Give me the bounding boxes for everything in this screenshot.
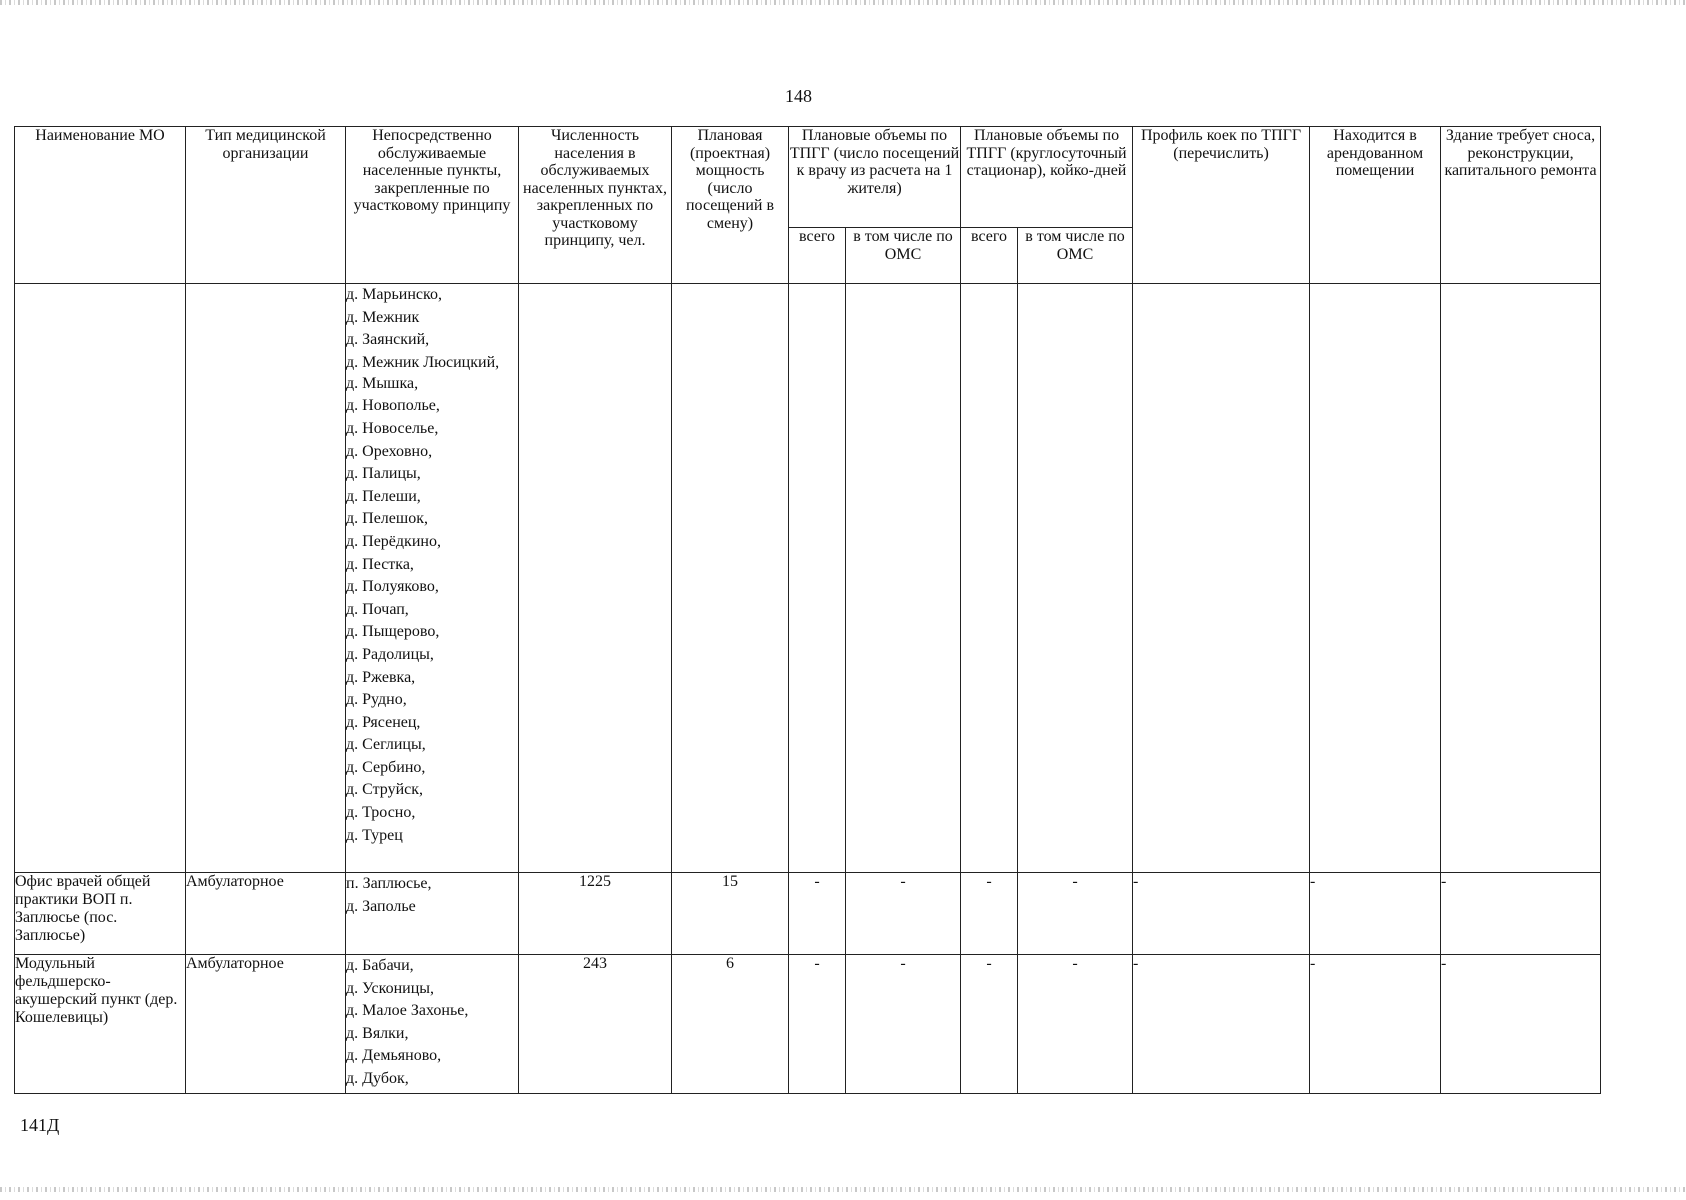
header-beds-total: всего	[961, 228, 1018, 284]
header-mo-name: Наименование МО	[15, 127, 186, 284]
table-row	[15, 873, 1601, 955]
header-visits-total: всего	[789, 228, 846, 284]
visits-total-cell: -	[789, 955, 846, 1094]
capacity-cell	[672, 284, 789, 873]
header-visits-group: Плановые объемы по ТПГГ (число посещений к врачу из расчета на 1 жителя)	[789, 127, 961, 228]
beds-oms-cell: -	[1018, 955, 1133, 1094]
bed-profile-cell	[1133, 284, 1310, 873]
scan-edge-bottom	[0, 1187, 1686, 1192]
mo-name-cell: Офис врачей общей практики ВОП п. Заплюсье (пос. Заплюсье)	[15, 873, 186, 955]
table-row	[15, 955, 1601, 1094]
org-type-cell: Амбулаторное	[186, 873, 346, 955]
header-bed-profile: Профиль коек по ТПГГ (перечислить)	[1133, 127, 1310, 284]
settlement-item: д. Радолицы,	[346, 645, 434, 663]
beds-total-cell: -	[961, 955, 1018, 1094]
settlement-item: д. Пелешок,	[346, 510, 428, 528]
settlement-item: д. Заянский,	[346, 331, 430, 349]
settlement-item: д. Перёдкино,	[346, 532, 441, 550]
settlement-item: д. Рудно,	[346, 691, 407, 709]
settlement-item: д. Межник	[346, 308, 420, 326]
visits-total-cell	[789, 284, 846, 873]
visits-oms-cell: -	[846, 955, 961, 1094]
page-number: 148	[785, 86, 812, 106]
settlements-cell	[346, 284, 519, 873]
settlement-item: д. Бабачи,	[346, 957, 414, 974]
header-rented: Находится в арендованном помещении	[1310, 127, 1441, 284]
org-type-cell: Амбулаторное	[186, 955, 346, 1094]
settlement-item: д. Мышка,	[346, 374, 419, 392]
settlement-item: д. Усконицы,	[346, 979, 435, 997]
population-cell: 1225	[519, 873, 672, 955]
rented-cell: -	[1310, 873, 1441, 955]
mo-name-cell	[15, 284, 186, 873]
building-cell: -	[1441, 873, 1601, 955]
header-settlements: Непосредственно обслуживаемые населенные пункты, закрепленные по участковому принципу	[346, 127, 519, 284]
rented-cell	[1310, 284, 1441, 873]
visits-oms-cell: -	[846, 873, 961, 955]
visits-total-cell: -	[789, 873, 846, 955]
building-cell: -	[1441, 955, 1601, 1094]
header-row-1	[15, 127, 1601, 228]
settlement-item: д. Межник Люсицкий,	[346, 353, 500, 371]
header-building: Здание требует сноса, реконструкции, капитального ремонта	[1441, 127, 1601, 284]
settlements-cell	[346, 955, 519, 1094]
settlement-item: д. Пестка,	[346, 555, 414, 573]
population-cell	[519, 284, 672, 873]
beds-total-cell: -	[961, 873, 1018, 955]
settlement-item: д. Палицы,	[346, 465, 421, 483]
beds-oms-cell: -	[1018, 873, 1133, 955]
header-population: Численность населения в обслуживаемых населенных пунктах, закрепленных по участковому принципу, чел.	[519, 127, 672, 284]
settlement-item: д. Демьяново,	[346, 1047, 442, 1065]
settlement-item: д. Струйск,	[346, 781, 424, 799]
table-row	[15, 284, 1601, 873]
header-org-type: Тип медицинской организации	[186, 127, 346, 284]
scan-edge-top	[0, 0, 1686, 5]
visits-oms-cell	[846, 284, 961, 873]
settlements-cell	[346, 873, 519, 955]
capacity-cell: 6	[672, 955, 789, 1094]
beds-total-cell	[961, 284, 1018, 873]
header-visits-oms: в том числе по ОМС	[846, 228, 961, 284]
bed-profile-cell: -	[1133, 955, 1310, 1094]
settlement-item: д. Полуяково,	[346, 578, 439, 596]
header-beds-group: Плановые объемы по ТПГГ (круглосуточный стационар), койко-дней	[961, 127, 1133, 228]
header-capacity: Плановая (проектная) мощность (число посещений в смену)	[672, 127, 789, 284]
capacity-cell: 15	[672, 873, 789, 955]
settlement-item: д. Почап,	[346, 600, 409, 618]
header-beds-oms: в том числе по ОМС	[1018, 228, 1133, 284]
building-cell	[1441, 284, 1601, 873]
population-cell: 243	[519, 955, 672, 1094]
settlement-item: д. Ореховно,	[346, 442, 433, 460]
settlement-item: д. Новополье,	[346, 397, 440, 415]
org-type-cell	[186, 284, 346, 873]
settlement-item: д. Марьинско,	[346, 286, 442, 303]
mo-name-cell: Модульный фельдшерско-акушерский пункт (дер. Кошелевицы)	[15, 955, 186, 1094]
settlement-item: д. Дубок,	[346, 1069, 409, 1087]
beds-oms-cell	[1018, 284, 1133, 873]
settlement-item: д. Рясенец,	[346, 713, 421, 731]
settlement-item: д. Вялки,	[346, 1024, 409, 1042]
facilities-table	[14, 126, 1601, 1094]
bed-profile-cell: -	[1133, 873, 1310, 955]
settlement-item: п. Заплюсье,	[346, 875, 432, 892]
settlement-item: д. Ржевка,	[346, 668, 416, 686]
settlement-item: д. Малое Захонье,	[346, 1002, 469, 1020]
settlement-item: д. Пыщерово,	[346, 623, 440, 641]
footer-code: 141Д	[20, 1115, 60, 1135]
settlement-item: д. Новоселье,	[346, 419, 439, 437]
settlement-item: д. Тросно,	[346, 804, 416, 822]
settlement-item: д. Пелеши,	[346, 487, 421, 505]
settlement-item: д. Сербино,	[346, 758, 426, 776]
settlement-item: д. Турец	[346, 826, 403, 844]
settlement-item: д. Заполье	[346, 897, 416, 915]
rented-cell: -	[1310, 955, 1441, 1094]
settlement-item: д. Сеглицы,	[346, 736, 426, 754]
